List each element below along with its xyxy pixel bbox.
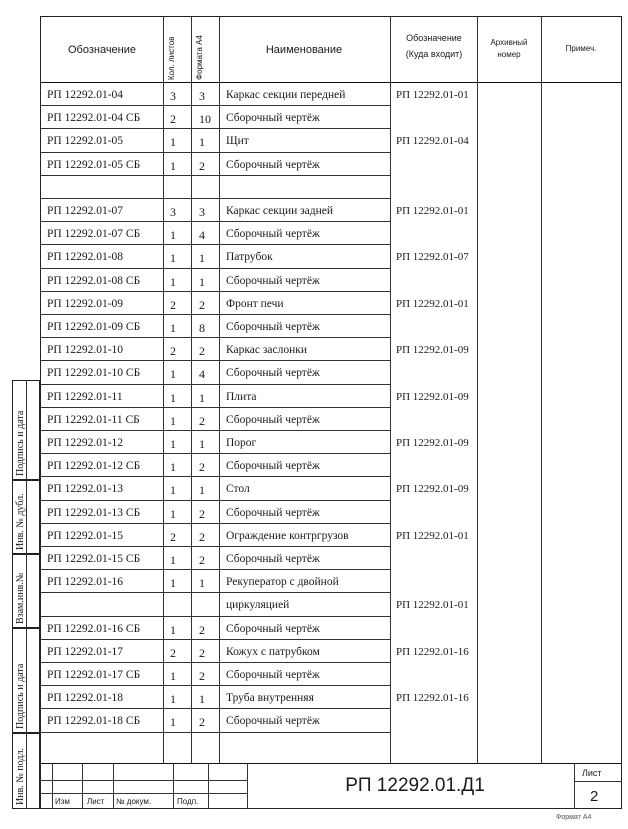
row-format: 1 [199,390,205,405]
document-code: РП 12292.01.Д1 [345,775,485,796]
row-line [40,198,390,199]
row-designation: РП 12292.01-17 [47,645,124,658]
title-col-2 [82,763,83,809]
row-name: Каркас секции задней [226,205,334,217]
title-col-3 [113,763,114,809]
row-sheets: 2 [170,529,176,544]
sheet-cell-divider [574,763,575,809]
row-name: Сборочный чертёж [226,669,320,681]
row-line [40,152,390,153]
row-designation: РП 12292.01-15 СБ [47,553,141,565]
row-format: 4 [199,367,205,382]
row-designation: РП 12292.01-04 СБ [47,112,141,125]
row-format: 2 [199,669,205,683]
title-block-divider [247,763,248,809]
row-designation: РП 12292.01-08 СБ [47,274,141,287]
row-format: 2 [199,158,205,173]
row-name: Сборочный чертёж [226,158,320,171]
row-sheets: 1 [170,483,176,498]
row-format: 1 [199,437,205,451]
sheet-number: 2 [590,788,599,805]
row-format: 1 [199,692,205,707]
row-where-used: РП 12292.01-01 [396,205,469,217]
row-designation: РП 12292.01-10 [47,344,124,357]
row-name: Сборочный чертёж [226,274,320,287]
row-format: 10 [199,112,211,127]
row-name: Стол [226,483,250,496]
row-format: 1 [199,576,205,591]
row-line [40,128,390,129]
row-sheets: 1 [170,413,176,428]
row-designation: РП 12292.01-07 СБ [47,228,141,241]
row-designation: РП 12292.01-13 СБ [47,506,141,519]
title-row-line-2 [40,793,247,794]
row-name: Плита [226,390,257,403]
row-designation: РП 12292.01-10 СБ [47,367,141,380]
title-col-5 [208,763,209,809]
row-line [40,360,390,361]
row-designation: РП 12292.01-12 СБ [47,460,141,473]
row-line [40,337,390,338]
row-line [40,244,390,245]
row-sheets: 3 [170,205,176,219]
row-designation: РП 12292.01-05 [47,135,124,148]
row-sheets: 2 [170,112,176,127]
row-format: 2 [199,344,205,359]
row-where-used: РП 12292.01-01 [396,89,469,101]
row-designation: РП 12292.01-11 СБ [47,413,140,426]
row-name: Сборочный чертёж [226,321,320,333]
podp-label: Подп. [177,797,199,806]
row-format: 2 [199,460,205,475]
header-bottom-line [40,82,622,83]
row-name: Сборочный чертёж [226,112,320,125]
row-designation: РП 12292.01-12 [47,437,124,449]
row-name: Фронт печи [226,297,284,310]
row-where-used: РП 12292.01-09 [396,390,469,403]
row-name: Сборочный чертёж [226,715,320,728]
row-sheets: 1 [170,437,176,451]
sheet-label: Лист [582,768,602,778]
row-sheets: 1 [170,321,176,335]
row-format: 1 [199,135,205,150]
row-where-used: РП 12292.01-09 [396,483,469,496]
row-format: 2 [199,622,205,637]
binding-inner-line [26,380,27,809]
row-line [40,476,390,477]
row-sheets: 3 [170,89,176,103]
row-line [40,685,390,686]
row-designation: РП 12292.01-18 [47,692,124,705]
header-where-line1: Обозначение [406,33,462,43]
row-format: 2 [199,529,205,544]
row-sheets: 1 [170,622,176,637]
row-sheets: 1 [170,576,176,591]
binding-label: Подпись и дата [15,663,26,729]
row-name: Щит [226,135,249,148]
row-sheets: 1 [170,367,176,382]
row-name: Порог [226,437,257,449]
row-format: 1 [199,251,205,266]
row-line [40,708,390,709]
row-line [40,221,390,222]
row-line [40,175,390,176]
row-name: Патрубок [226,251,273,264]
list-label: Лист [87,797,105,806]
row-sheets: 1 [170,251,176,266]
row-designation: РП 12292.01-05 СБ [47,158,141,171]
row-line [40,430,390,431]
row-line [40,291,390,292]
format-note: Формат А4 [556,814,592,821]
row-designation: РП 12292.01-13 [47,483,124,496]
row-line [40,105,390,106]
row-name: Рекуператор с двойной [226,576,339,589]
row-format: 8 [199,321,205,335]
row-format: 2 [199,506,205,521]
row-where-used: РП 12292.01-16 [396,645,469,658]
title-col-4 [173,763,174,809]
header-designation: Обозначение [67,44,137,56]
row-line [40,500,390,501]
row-format: 3 [199,205,205,219]
row-where-used: РП 12292.01-16 [396,692,469,705]
row-designation: РП 12292.01-09 СБ [47,321,141,333]
row-sheets: 1 [170,274,176,289]
row-name: Сборочный чертёж [226,413,320,426]
binding-label: Инв. № дубл. [15,493,26,550]
row-where-used: РП 12292.01-01 [396,529,469,542]
row-where-used: РП 12292.01-09 [396,437,469,449]
row-sheets: 1 [170,135,176,150]
main-frame [40,16,622,809]
row-where-used: РП 12292.01-04 [396,135,469,148]
row-sheets: 1 [170,669,176,683]
row-name: Кожух с патрубком [226,645,320,658]
row-designation: РП 12292.01-04 [47,89,124,101]
row-format: 1 [199,274,205,289]
sheet-cell-line [574,781,622,782]
row-designation: РП 12292.01-08 [47,251,124,264]
row-name: Сборочный чертёж [226,460,320,473]
row-line [40,523,390,524]
title-row-line-1 [40,780,247,781]
row-designation: РП 12292.01-09 [47,297,124,310]
row-line [40,616,390,617]
row-line [40,384,390,385]
header-format: Формата А4 [195,35,204,80]
header-where-line2: (Куда входит) [405,49,463,59]
row-line [40,268,390,269]
row-sheets: 1 [170,460,176,475]
row-line [40,407,390,408]
row-line [40,732,390,733]
row-line [40,314,390,315]
row-sheets: 1 [170,553,176,567]
row-sheets: 2 [170,344,176,359]
binding-label: Подпись и дата [15,410,26,476]
title-col-1 [52,763,53,809]
row-name: циркуляцией [226,599,290,612]
izm-label: Изм [55,797,70,806]
row-sheets: 1 [170,228,176,243]
row-line [40,569,390,570]
row-name: Каркас секции передней [226,89,346,101]
header-note: Примеч. [565,43,597,53]
row-line [40,546,390,547]
row-name: Сборочный чертёж [226,367,320,380]
row-designation: РП 12292.01-07 [47,205,124,217]
row-where-used: РП 12292.01-01 [396,599,469,612]
row-line [40,453,390,454]
row-sheets: 1 [170,715,176,730]
row-name: Ограждение контргрузов [226,529,349,542]
header-name: Наименование [265,44,343,56]
row-sheets: 2 [170,297,176,312]
row-designation: РП 12292.01-18 СБ [47,715,141,728]
row-line [40,639,390,640]
row-format: 1 [199,483,205,498]
row-name: Труба внутренняя [226,692,314,705]
doc-no-label: № докум. [116,797,152,806]
row-sheets: 1 [170,506,176,521]
row-designation: РП 12292.01-11 [47,390,123,403]
row-name: Сборочный чертёж [226,553,320,565]
row-format: 2 [199,297,205,312]
row-format: 2 [199,553,205,567]
row-designation: РП 12292.01-15 [47,529,124,542]
row-name: Каркас заслонки [226,344,308,357]
row-where-used: РП 12292.01-01 [396,297,469,310]
row-format: 3 [199,89,205,103]
header-archive-line2: номер [497,49,521,59]
header-sheets: Кол. листов [167,36,176,80]
row-sheets: 1 [170,692,176,707]
row-sheets: 2 [170,645,176,660]
column-divider [477,16,478,763]
row-format: 2 [199,413,205,428]
column-divider [541,16,542,763]
row-line [40,592,390,593]
row-name: Сборочный чертёж [226,228,320,241]
binding-label: Инв. № подл. [15,748,26,805]
row-where-used: РП 12292.01-09 [396,344,469,357]
row-name: Сборочный чертёж [226,506,320,519]
row-designation: РП 12292.01-16 [47,576,124,589]
row-name: Сборочный чертёж [226,622,320,635]
row-line [40,662,390,663]
row-format: 4 [199,228,205,243]
row-sheets: 1 [170,158,176,173]
row-format: 2 [199,645,205,660]
row-designation: РП 12292.01-16 СБ [47,622,141,635]
row-format: 2 [199,715,205,730]
header-archive-line1: Архивный [490,37,528,47]
row-designation: РП 12292.01-17 СБ [47,669,141,681]
row-sheets: 1 [170,390,176,405]
column-divider [390,16,391,763]
binding-label: Взам.инв.№ [15,572,26,624]
title-block-top-line [40,763,622,764]
row-where-used: РП 12292.01-07 [396,251,469,264]
